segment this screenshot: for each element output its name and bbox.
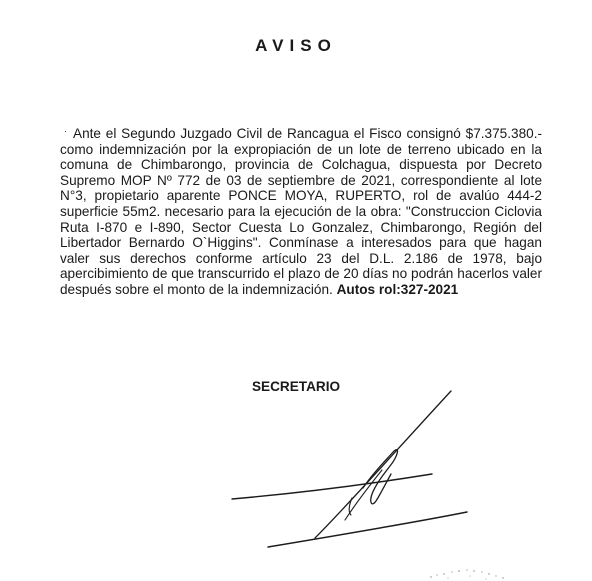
notice-title: AVISO — [255, 36, 337, 55]
lead-mark: · — [64, 126, 67, 136]
case-number: Autos rol:327-2021 — [336, 281, 459, 297]
notice-body-text: Ante el Segundo Juzgado Civil de Rancagua el Fisco consignó $7.375.380.- como indemnización por la expropiación de un lote de terreno ubicado en la comuna de Chimbarongo, provincia de Colchagua, dispuesta por Decreto Supremo MOP Nº 772 de 03 de septiembre de 2021, correspondiente al lote N°3, propietario aparente PONCE MOYA, RUPERTO, rol de avalúo 444-2 superficie 55m2. necesario para la ejecución de la obra: "Construccion Ciclovia Ruta I-870 e I-890, Sector Cuesta Lo Gonzalez, Chimbarongo, Región del Libertador Bernardo O`Higgins". Conmínase a interesados para que hagan valer sus derechos conforme artículo 23 del D.L. 2.186 de 1978, bajo apercibimiento de que transcurrido el plazo de 20 días no podrán hacerlos valer después sobre el monto de la indemnización. — [60, 126, 542, 297]
signatory-label: SECRETARIO — [251, 379, 341, 394]
